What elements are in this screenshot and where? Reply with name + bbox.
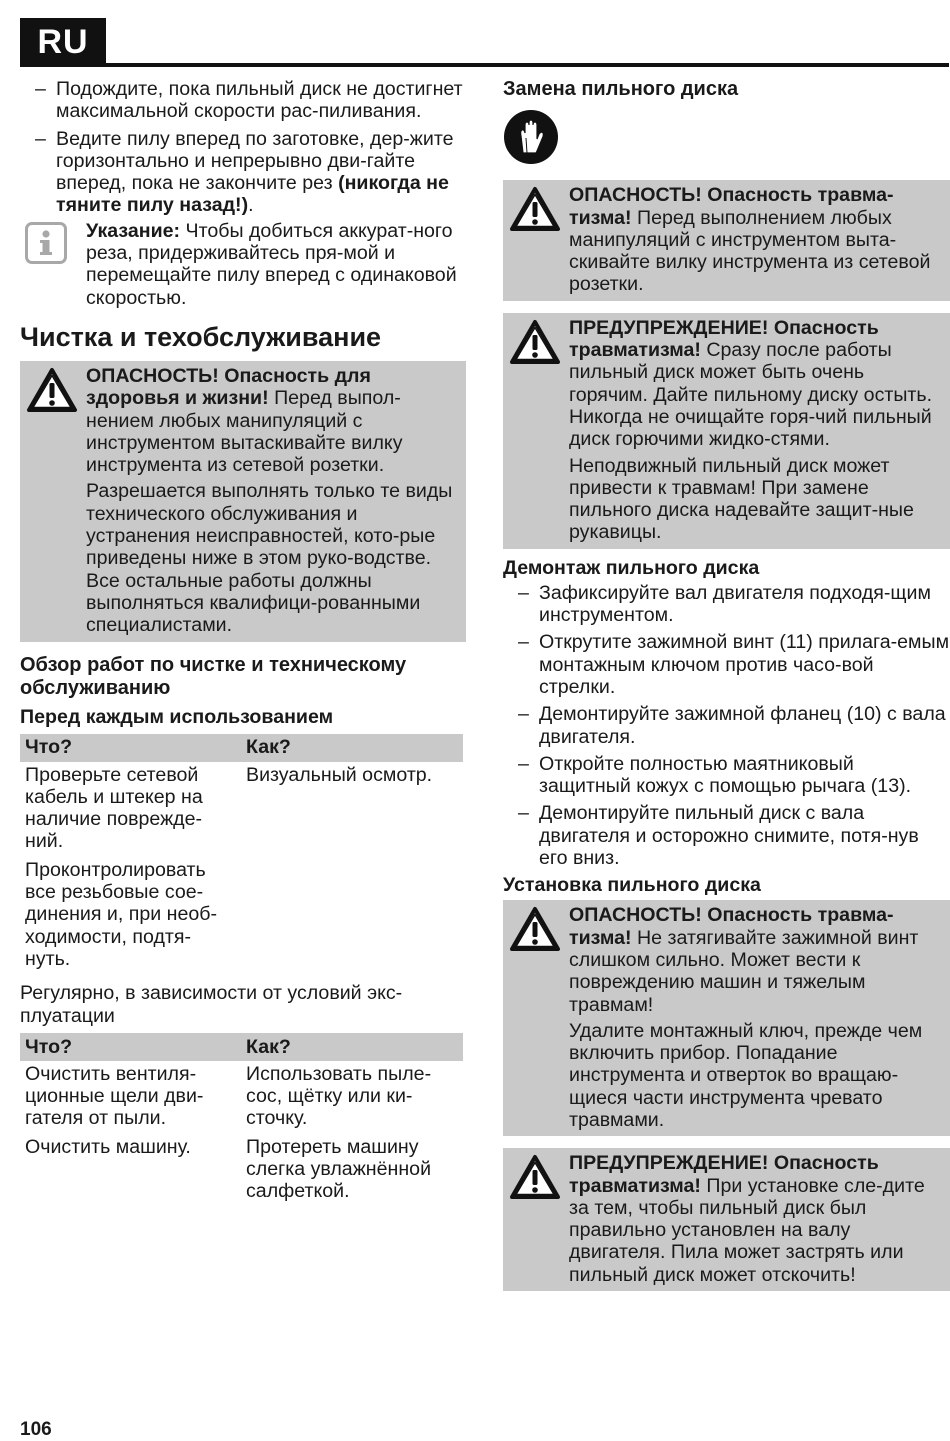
section-title: Чистка и техобслуживание	[20, 321, 382, 352]
danger-heading: ОПАСНОСТЬ! Опасность для здоровья и жизни!	[86, 364, 371, 410]
list-item	[20, 128, 466, 217]
warning-box	[503, 313, 950, 549]
column-header-what: Что?	[20, 734, 241, 762]
danger-box	[503, 900, 950, 1136]
right-column	[503, 78, 950, 1291]
table-cell: Проверьте сетевой кабель и штекер на наличие поврежде-ний.	[25, 763, 203, 853]
warning-triangle-icon	[509, 1154, 561, 1200]
danger-text: Не затягивайте зажимной винт слишком сильно. Может вести к повреждению машин и тяжелым травмам!	[569, 926, 919, 1016]
regular-maintenance-text: Регулярно, в зависимости от условий экс-плуатации	[20, 982, 403, 1027]
table-header-row	[20, 734, 463, 762]
warning-triangle-icon	[26, 367, 78, 413]
list-item-emphasis: (никогда не тяните пилу назад!)	[56, 172, 449, 217]
table-cell: Проконтролировать все резьбовые сое-динения и, при необ-ходимости, подтя-нуть.	[25, 858, 218, 970]
warning-heading: ПРЕДУПРЕЖДЕНИЕ! Опасность травматизма!	[569, 1152, 879, 1197]
warning-triangle-icon	[509, 319, 561, 365]
table-header-row	[20, 1033, 463, 1061]
list-item-text: Ведите пилу вперед по заготовке, дер-жите горизонтально и непрерывно дви-гайте вперед, пока не закончите рез	[56, 127, 454, 195]
column-header-how: Как?	[241, 1033, 463, 1061]
removal-title: Демонтаж пильного диска	[503, 556, 760, 579]
danger-heading: ОПАСНОСТЬ! Опасность травма-тизма!	[569, 904, 894, 949]
warning-text: При установке сле-дите за тем, чтобы пильный диск был правильно установлен на валу двигателя. Пила может застрять или пильный диск может отскочить!	[569, 1174, 925, 1286]
column-header-what: Что?	[20, 1033, 241, 1061]
list-item: – Подождите, пока пильный диск не достигнет максимальной скорости рас-пиливания.	[20, 78, 466, 123]
danger-paragraph: Разрешается выполнять только те виды технического обслуживания и устранения неисправностей, кото-рые приведены ниже в этом руко-водстве. Все остальные работы должны выполняться квалифици-рованными специалистами.	[86, 480, 453, 637]
table-cell	[241, 857, 463, 974]
table-row	[20, 762, 463, 857]
list-item: – Зафиксируйте вал двигателя подходя-щим инструментом.	[503, 582, 950, 627]
danger-paragraph: Удалите монтажный ключ, прежде чем включить прибор. Попадание инструмента и отверток во вращаю-щиеся части инструмента чревато травмами.	[569, 1019, 923, 1131]
table-cell: Визуальный осмотр.	[246, 763, 433, 786]
danger-text: Перед выпол-нением любых манипуляций с инструментом вытаскивайте вилку инструмента из сетевой розетки.	[86, 387, 403, 477]
install-title: Установка пильного диска	[503, 874, 761, 897]
page-number: 106	[20, 1419, 52, 1440]
table-cell: Использовать пыле-сос, щётку или ки-сточку.	[246, 1062, 432, 1130]
table-row	[20, 1061, 463, 1134]
list-item: – Демонтируйте пильный диск с вала двигателя и осторожно снимите, потя-нув его вниз.	[503, 802, 950, 869]
left-column	[20, 78, 466, 1207]
warning-triangle-icon	[509, 186, 561, 232]
replace-blade-title: Замена пильного диска	[503, 78, 739, 100]
danger-text: Перед выполнением любых манипуляций с инструментом выта-скивайте вилку инструмента из сетевой розетки.	[569, 206, 931, 296]
warning-heading: ПРЕДУПРЕЖДЕНИЕ! Опасность травматизма!	[569, 316, 879, 362]
header-rule	[20, 63, 949, 67]
danger-box	[503, 180, 950, 300]
note-text: Чтобы добиться аккурат-ного реза, придерживайтесь пря-мой и перемещайте пилу вперед с одинаковой скоростью.	[86, 219, 457, 309]
table-cell: Очистить вентиля-ционные щели дви-гателя от пыли.	[25, 1062, 204, 1130]
column-header-how: Как?	[241, 734, 463, 762]
table-row	[20, 857, 463, 974]
warning-triangle-icon	[509, 906, 561, 952]
info-icon	[25, 222, 67, 264]
table-cell: Протереть машину слегка увлажнённой салфеткой.	[246, 1135, 432, 1203]
language-tab	[20, 18, 106, 66]
list-item: – Демонтируйте зажимной фланец (10) с вала двигателя.	[503, 703, 950, 748]
table-cell: Очистить машину.	[25, 1135, 191, 1158]
warning-box	[503, 1148, 950, 1291]
list-item-end: .	[248, 194, 254, 217]
language-code: RU	[37, 23, 89, 61]
danger-heading: ОПАСНОСТЬ! Опасность травма-тизма!	[569, 184, 894, 229]
danger-box	[20, 361, 466, 642]
overview-title: Обзор работ по чистке и техническому обслуживанию	[20, 653, 407, 699]
list-item: – Откройте полностью маятниковый защитный кожух с помощью рычага (13).	[503, 753, 950, 798]
table-row	[20, 1134, 463, 1207]
before-use-title: Перед каждым использованием	[20, 705, 334, 728]
warning-text: Сразу после работы пильный диск может быть очень горячим. Дайте пильному диску остыть. Никогда не очищайте горя-чий пильный диск горючими жидко-стями.	[569, 339, 933, 451]
warning-paragraph: Неподвижный пильный диск может привести к травмам! При замене пильного диска надевайте защит-ные рукавицы.	[569, 454, 914, 544]
gloves-icon	[503, 109, 559, 165]
maintenance-table-before-use	[20, 734, 463, 975]
list-item: – Открутите зажимной винт (11) прилага-емым монтажным ключом против часо-вой стрелки.	[503, 631, 950, 698]
note-box	[20, 220, 466, 309]
maintenance-table-regular	[20, 1033, 463, 1207]
note-label: Указание:	[86, 219, 181, 242]
